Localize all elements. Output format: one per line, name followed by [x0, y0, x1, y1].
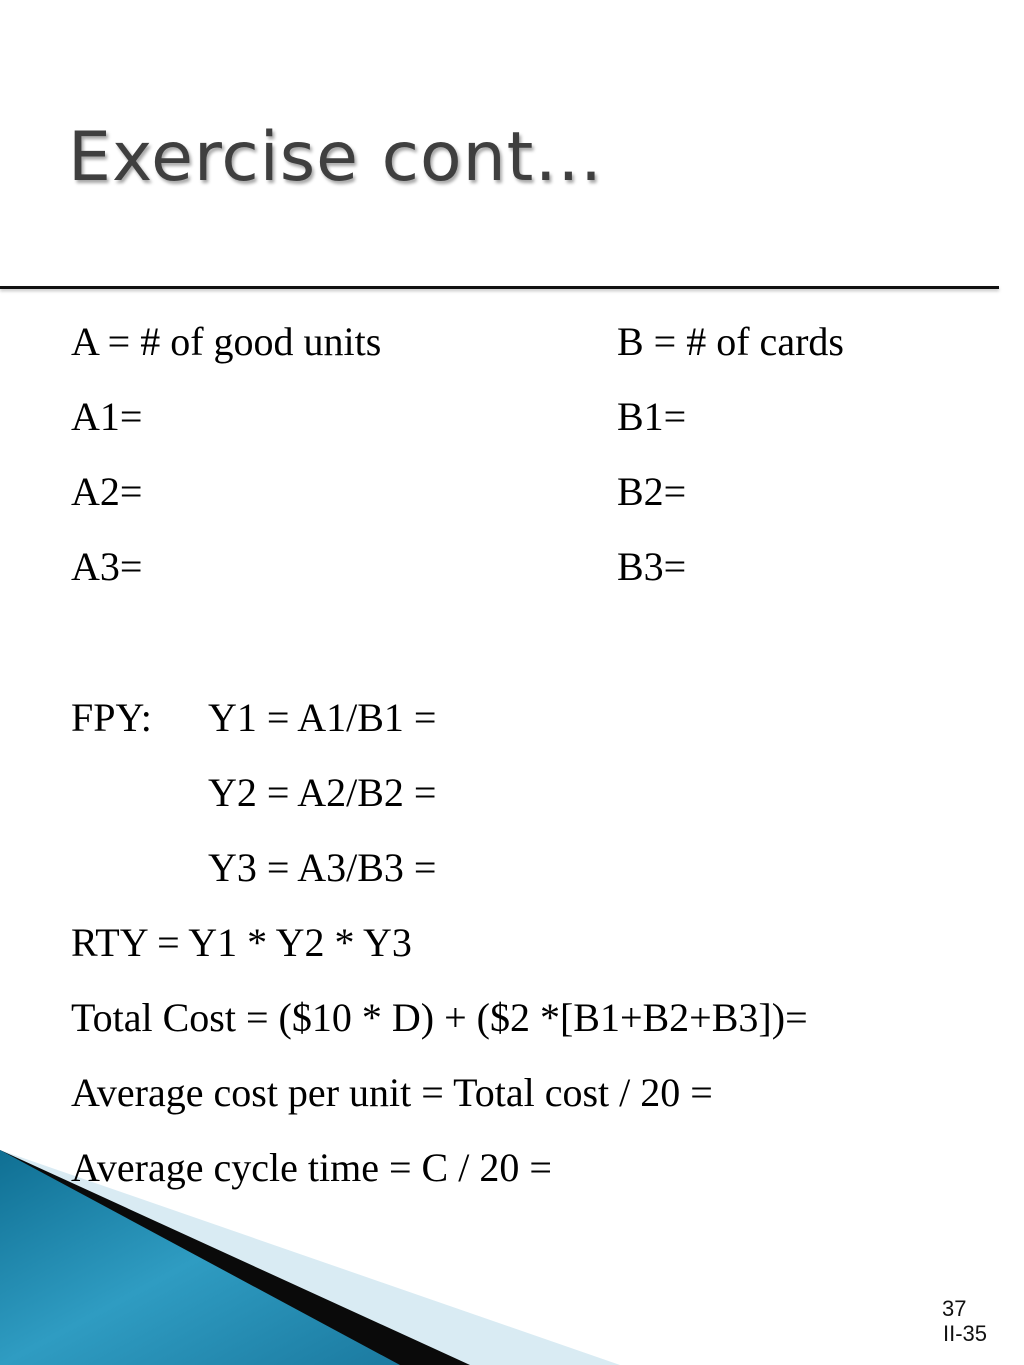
avg-cost-formula: Average cost per unit = Total cost / 20 = — [71, 1070, 713, 1115]
y2-formula: Y2 = A2/B2 = — [208, 770, 437, 815]
slide-reference: II-35 — [943, 1321, 988, 1346]
a3-row: A3= — [71, 544, 143, 589]
slide-title: Exercise cont… — [68, 118, 604, 197]
y1-formula: Y1 = A1/B1 = — [208, 695, 437, 740]
avg-cycle-formula: Average cycle time = C / 20 = — [71, 1145, 552, 1190]
a-definition: A = # of good units — [71, 319, 382, 364]
b3-row: B3= — [617, 544, 687, 589]
page-number: 37 — [942, 1296, 967, 1321]
title-divider — [0, 286, 999, 289]
b1-row: B1= — [617, 394, 687, 439]
y3-formula: Y3 = A3/B3 = — [208, 845, 437, 890]
a1-row: A1= — [71, 394, 143, 439]
rty-formula: RTY = Y1 * Y2 * Y3 — [71, 920, 412, 965]
fpy-label: FPY: — [71, 695, 152, 740]
b2-row: B2= — [617, 469, 687, 514]
total-cost-formula: Total Cost = ($10 * D) + ($2 *[B1+B2+B3])= — [71, 995, 808, 1040]
b-definition: B = # of cards — [617, 319, 844, 364]
a2-row: A2= — [71, 469, 143, 514]
